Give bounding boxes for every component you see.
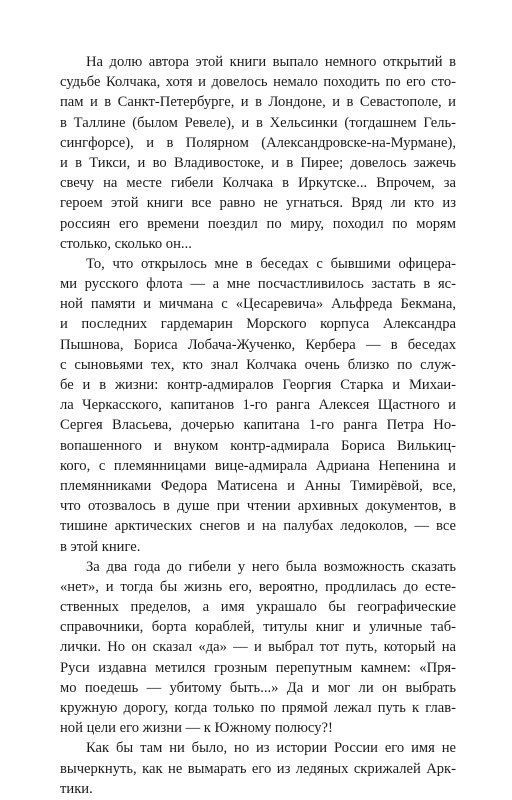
text-line: ла Черкасского, капитанов 1-го ранга Алексея Щастного и — [60, 397, 456, 414]
text-line: За два года до гибели у него была возможность сказать — [86, 558, 456, 575]
text-line: кого, с племянницами вице-адмирала Адриана Непенина и — [60, 457, 456, 474]
text-line: То, что открылось мне в беседах с бывшими офицера- — [86, 255, 456, 272]
text-line: с сыновьями тех, кто знал Колчака очень близко по служ- — [60, 356, 456, 373]
text-line: Пышнова, Бориса Лобача-Жученко, Кербера — в беседах — [60, 336, 456, 353]
text-line: ной памяти и мичмана с «Цесаревича» Альфреда Бекмана, — [60, 296, 456, 313]
text-line: тишине арктических снегов и на палубах ледоколов, — все — [60, 518, 456, 535]
text-line: сингфорсе), и в Полярном (Александровске-на-Мурмане), — [60, 134, 456, 151]
text-line: героем этой книги все равно не угнаться. Вряд ли кто из — [60, 195, 456, 212]
text-line: справочники, борта кораблей, титулы книг и уличные таб- — [60, 619, 456, 636]
text-line: племянниками Федора Матисена и Анны Тимирёвой, все, — [60, 477, 456, 494]
text-line: ной цели его жизни — к Южному полюсу?! — [60, 720, 333, 737]
text-line: и в Тикси, и во Владивостоке, и в Пирее; довелось зажечь — [60, 154, 456, 171]
paragraph-2 — [60, 254, 456, 557]
text-line: россиян его времени поездил по миру, походил по морям — [60, 215, 456, 232]
text-line: бе и в жизни: контр-адмиралов Георгия Старка и Михаи- — [60, 377, 456, 393]
text-line: ми русского флота — а мне посчастливилось застать в яс- — [60, 276, 456, 293]
text-line: и последних гардемарин Морского корпуса Александра — [60, 316, 456, 333]
text-line: кружную дорогу, когда только по прямой лежал путь к глав- — [60, 700, 456, 716]
text-line: в Таллине (былом Ревеле), и в Хельсинки (тогдашнем Гель- — [60, 114, 456, 131]
paragraph-1 — [60, 52, 456, 254]
text-line: столько, сколько он... — [60, 235, 192, 252]
text-line: вопашенного и внуком контр-адмирала Бориса Вилькиц- — [60, 437, 456, 454]
text-line: мо поедешь — убитому быть...» Да и мог ли он выбрать — [60, 679, 456, 696]
text-line: в этой книге. — [60, 538, 141, 555]
text-line: вычеркнуть, как не вымарать его из ледяных скрижалей Арк- — [60, 760, 456, 777]
text-line: Как бы там ни было, но из истории России его имя не — [86, 740, 456, 757]
text-line: судьбе Колчака, хотя и довелось немало походить по его сто- — [60, 74, 456, 91]
text-line: тики. — [60, 780, 93, 797]
text-line: ственных пределов, а имя украшало бы географические — [60, 599, 456, 616]
text-line: свечу на месте гибели Колчака в Иркутске... Впрочем, за — [60, 175, 456, 192]
text-line: «нет», и тогда бы жизнь его, вероятно, продлилась до есте- — [60, 578, 456, 595]
text-line: пам и в Санкт-Петербурге, и в Лондоне, и в Севастополе, и — [60, 94, 456, 111]
paragraph-3 — [60, 557, 456, 739]
paragraph-4 — [60, 738, 456, 799]
text-line: На долю автора этой книги выпало немного открытий в — [86, 54, 456, 70]
text-line: лички. Но он сказал «да» — и выбрал тот путь, который на — [60, 639, 456, 656]
text-line: что отозвалось в душе при чтении архивных документов, в — [60, 498, 456, 515]
text-line: Сергея Власьева, дочерью капитана 1-го ранга Петра Но- — [60, 417, 456, 434]
text-line: Руси издавна метился грозным перепутным камнем: «Пря- — [60, 659, 456, 676]
body-text — [60, 52, 456, 799]
